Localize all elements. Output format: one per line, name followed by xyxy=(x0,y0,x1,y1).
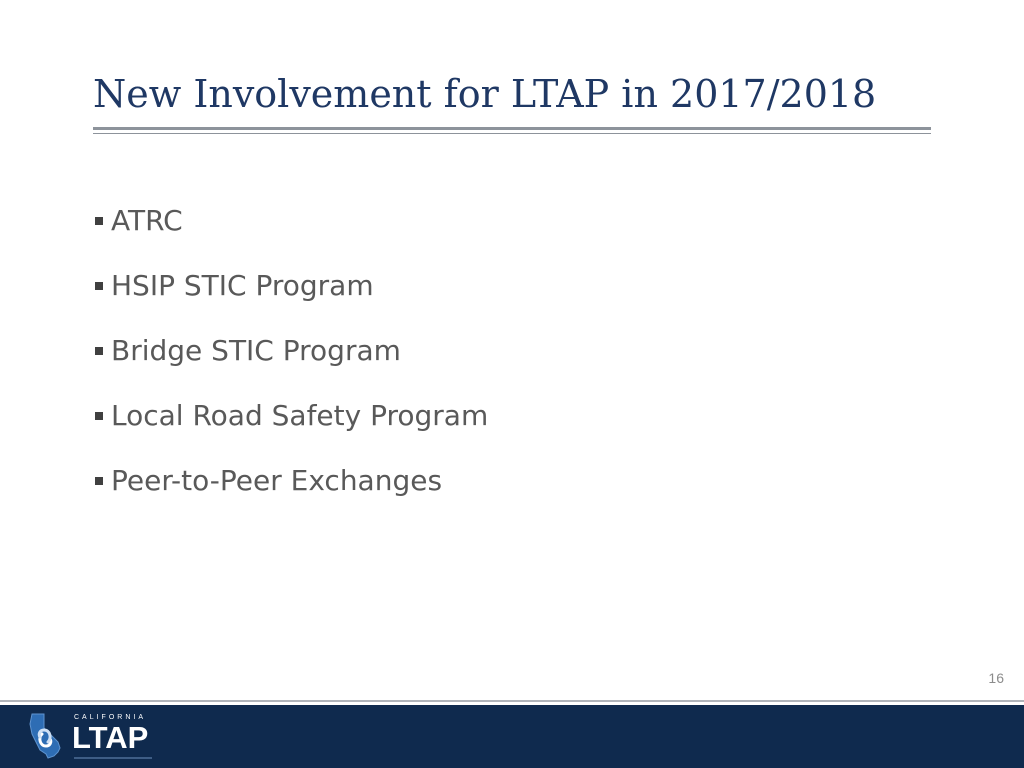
bullet-text: Bridge STIC Program xyxy=(111,334,401,367)
bullet-list xyxy=(95,188,488,513)
bullet-text: ATRC xyxy=(111,204,183,237)
square-bullet-icon xyxy=(95,217,103,225)
slide-title: New Involvement for LTAP in 2017/2018 xyxy=(93,72,877,116)
title-divider xyxy=(93,127,931,134)
bullet-text: HSIP STIC Program xyxy=(111,269,374,302)
square-bullet-icon xyxy=(95,477,103,485)
square-bullet-icon xyxy=(95,347,103,355)
logo-text xyxy=(72,713,152,759)
square-bullet-icon xyxy=(95,412,103,420)
footer-divider xyxy=(0,700,1024,702)
bullet-text: Local Road Safety Program xyxy=(111,399,489,432)
footer-bar xyxy=(0,705,1024,768)
page-number: 16 xyxy=(988,670,1004,686)
logo-name: LTAP xyxy=(72,720,149,755)
list-item xyxy=(95,383,488,448)
list-item xyxy=(95,188,488,253)
list-item xyxy=(95,253,488,318)
list-item xyxy=(95,318,488,383)
square-bullet-icon xyxy=(95,282,103,290)
logo-subtitle: CALIFORNIA xyxy=(74,714,147,721)
bullet-text: Peer-to-Peer Exchanges xyxy=(111,464,443,497)
ltap-logo xyxy=(28,708,152,764)
logo-tagline-rule xyxy=(74,757,152,759)
california-state-outline-icon xyxy=(28,712,68,760)
list-item xyxy=(95,448,488,513)
